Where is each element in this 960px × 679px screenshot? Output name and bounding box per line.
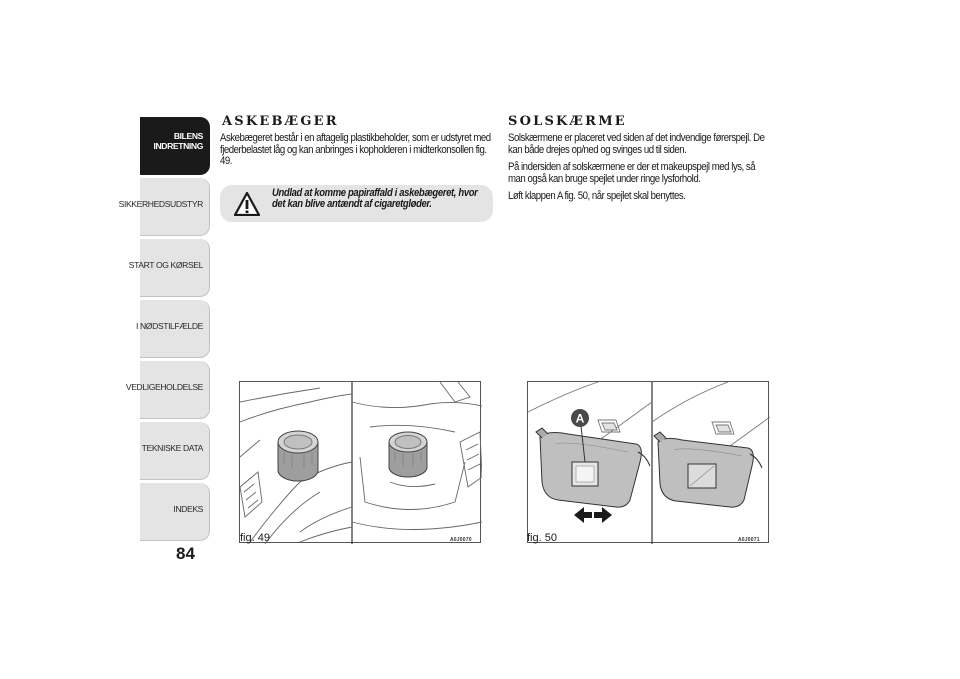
tab-label: SIKKERHEDSUDSTYR — [118, 199, 203, 209]
ashtray-illustration — [240, 382, 482, 544]
solskaerme-paragraph-3: Løft klappen A fig. 50, når spejlet skal benyttes. — [508, 190, 686, 203]
tab-bilens-indretning[interactable] — [140, 117, 210, 175]
tab-sikkerhedsudstyr[interactable] — [118, 178, 210, 236]
tab-label: START OG KØRSEL — [128, 260, 203, 270]
figure-49-caption: fig. 49 — [240, 532, 270, 544]
solskaerme-body — [508, 133, 775, 209]
tab-label: VEDLIGEHOLDELSE — [125, 382, 203, 392]
figure-50-code: A0J0071 — [738, 537, 760, 543]
page-number: 84 — [176, 544, 195, 563]
tab-i-nodstilfaelde[interactable] — [136, 300, 210, 358]
tab-indeks[interactable] — [140, 483, 210, 541]
figure-49-code: A0J0070 — [450, 537, 472, 543]
figure-50 — [527, 381, 769, 543]
warning-text: Undlad at komme papiraffald i askebægeret, hvor det kan blive antændt af cigaretgløder. — [272, 187, 478, 211]
section-heading-solskaerme: SOLSKÆRME — [508, 114, 627, 129]
warning-box — [220, 185, 493, 222]
tab-label: INDEKS — [173, 504, 203, 514]
chapter-tabs — [118, 117, 210, 544]
tab-label: BILENS INDRETNING — [153, 131, 203, 151]
solskaerme-paragraph-2: På indersiden af solskærmene er der et makeupspejl med lys, så man også kan bruge spejlet under ringe lysforhold. — [508, 161, 756, 185]
warning-triangle-icon — [234, 192, 260, 216]
tab-start-og-korsel[interactable] — [128, 239, 210, 297]
askebaeger-body — [220, 133, 491, 174]
askebaeger-paragraph: Askebægeret består i en aftagelig plastikbeholder, som er udstyret med fjederbelastet låg og kan anbringes i kopholderen i midterkonsollen fig. 49. — [220, 132, 491, 168]
section-heading-askebaeger: ASKEBÆGER — [222, 114, 339, 129]
tab-label: TEKNISKE DATA — [141, 443, 203, 453]
figure-49 — [239, 381, 481, 543]
tab-tekniske-data[interactable] — [140, 422, 210, 480]
solskaerme-paragraph-1: Solskærmene er placeret ved siden af det indvendige førerspejl. De kan både drejes op/ned og svinges ud til siden. — [508, 132, 765, 156]
callout-a-label: A — [575, 411, 585, 426]
figure-50-caption: fig. 50 — [527, 532, 557, 544]
sunvisor-illustration — [528, 382, 770, 544]
tab-label: I NØDSTILFÆLDE — [136, 321, 203, 331]
tab-vedligeholdelse[interactable] — [125, 361, 210, 419]
